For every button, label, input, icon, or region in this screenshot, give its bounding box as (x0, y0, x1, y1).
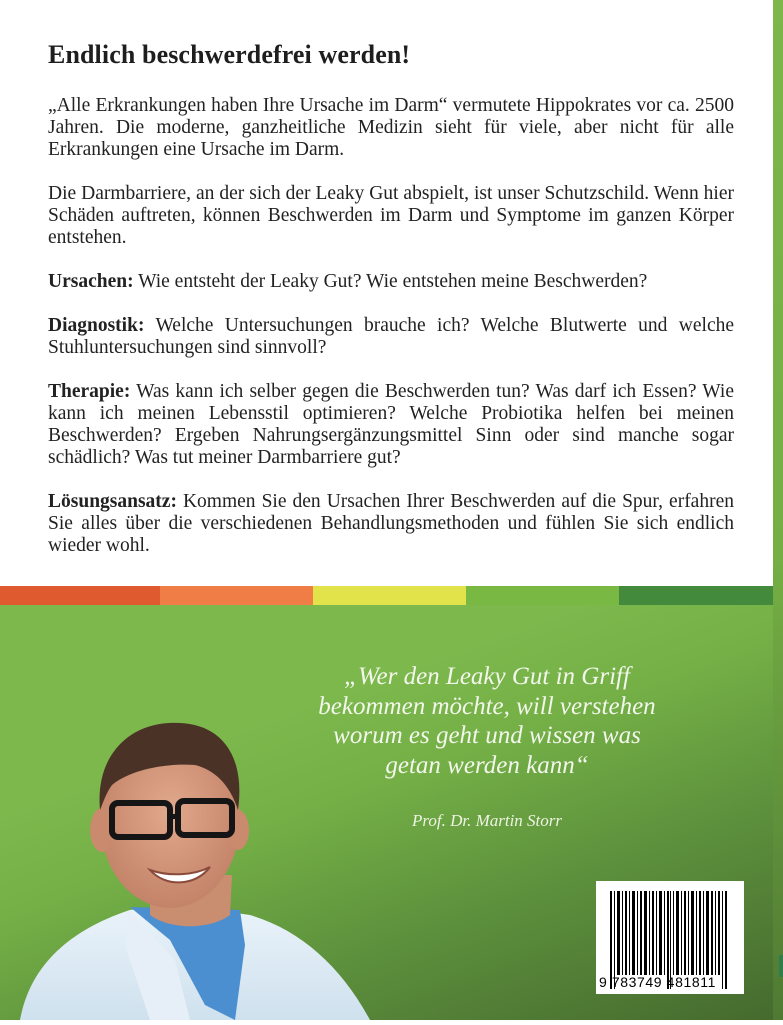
barrier-paragraph (48, 183, 734, 249)
barrier-paragraph-text: Die Darmbarriere, an der sich der Leaky Gut abspielt, ist unser Schutzschild. Wenn hier Schäden auftreten, können Beschwerden im Darm und Symptome im ganzen Körper entstehen. (48, 183, 734, 248)
diagnostics-text: Welche Untersuchungen brauche ich? Welche Blutwerte und welche Stuhluntersuchungen sind sinnvoll? (48, 315, 734, 358)
causes-text: Wie entsteht der Leaky Gut? Wie entstehen meine Beschwerden? (133, 271, 648, 292)
cover-spine-edge (773, 0, 783, 1020)
strip-segment-dark-green (619, 586, 773, 605)
therapy-paragraph (48, 381, 734, 469)
quote-line: bekommen möchte, will verstehen (318, 692, 656, 720)
quote-line: „Wer den Leaky Gut in Griff (344, 663, 630, 690)
strip-segment-orange (160, 586, 313, 605)
diagnostics-paragraph (48, 315, 734, 359)
author-photo (0, 715, 380, 1020)
strip-segment-red-orange (0, 586, 160, 605)
intro-paragraph-text: „Alle Erkrankungen haben Ihre Ursache im Darm“ vermutete Hippokrates vor ca. 2500 Jahren. Die moderne, ganzheitliche Medizin sieht für viele, aber nicht für alle Erkrankungen eine Ursache im Darm. (48, 95, 734, 160)
edge-mark (779, 955, 783, 977)
solution-text: Kommen Sie den Ursachen Ihrer Beschwerden auf die Spur, erfahren Sie alles über die verschiedenen Behandlungsmethoden und fühlen Sie sich endlich wieder wohl. (48, 491, 734, 556)
diagnostics-label: Diagnostik: (48, 315, 145, 336)
intro-paragraph (48, 95, 734, 161)
causes-label: Ursachen: (48, 271, 134, 292)
quote-line: worum es geht und wissen was (333, 722, 641, 749)
solution-label: Lösungsansatz: (48, 491, 177, 512)
causes-paragraph (48, 271, 734, 293)
color-strip (0, 586, 773, 605)
isbn-barcode (596, 881, 744, 994)
strip-segment-yellow (313, 586, 466, 605)
therapy-label: Therapie: (48, 381, 131, 402)
blurb-title: Endlich beschwerdefrei werden! (48, 40, 411, 69)
author-portrait-icon (0, 715, 380, 1020)
quote-line: getan werden kann“ (385, 751, 589, 779)
therapy-text: Was kann ich selber gegen die Beschwerden tun? Was darf ich Essen? Wie kann ich meinen Lebensstil optimieren? Welche Probiotika helfen bei meinen Beschwerden? Ergeben Nahrungsergänzungsmittel Sinn oder sind manche sogar schädlich? Was tut meiner Darmbarriere gut? (48, 381, 734, 468)
isbn-digits: 9 783749 481811 (599, 974, 716, 990)
strip-segment-light-green (466, 586, 619, 605)
solution-paragraph (48, 491, 734, 557)
quote-attribution: Prof. Dr. Martin Storr (411, 811, 563, 830)
